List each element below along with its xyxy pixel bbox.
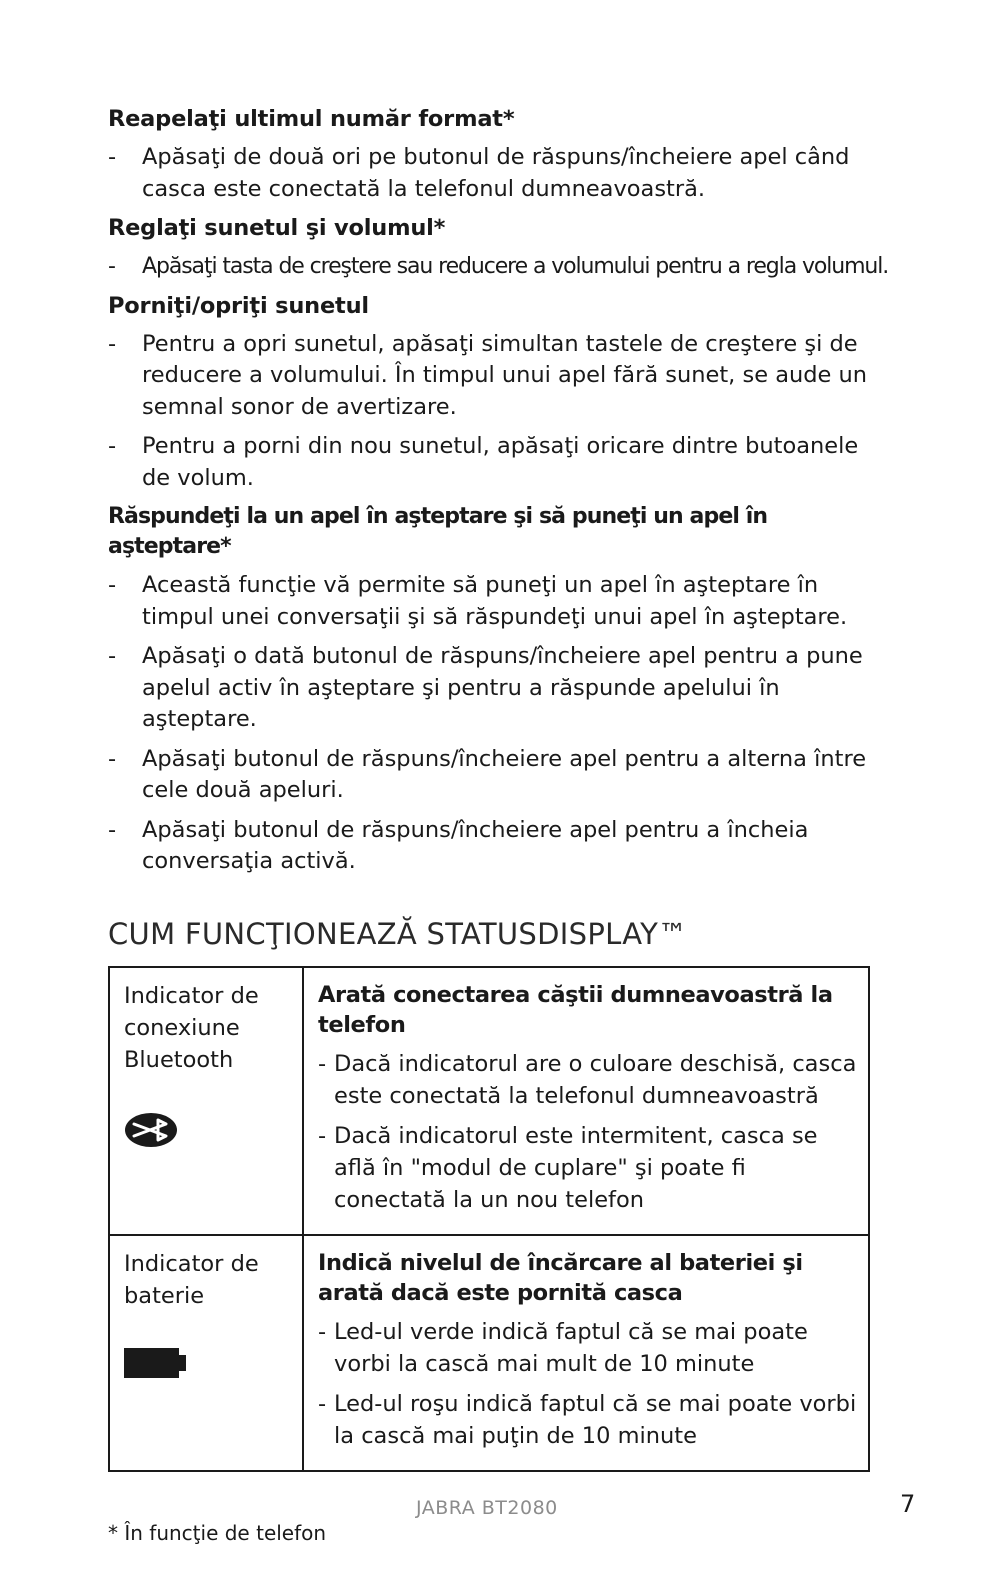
statusdisplay-table bbox=[108, 966, 870, 1472]
dash-marker: - bbox=[108, 433, 117, 459]
page-number: 7 bbox=[900, 1490, 916, 1518]
section-redial bbox=[108, 104, 870, 205]
bluetooth-icon bbox=[124, 1112, 178, 1148]
section-heading: Reglaţi sunetul şi volumul* bbox=[108, 215, 446, 241]
list-item-text: Led-ul roşu indică faptul că se mai poate vorbi la cască mai puţin de 10 minute bbox=[334, 1390, 857, 1449]
dash-marker: - bbox=[108, 816, 117, 843]
list-item-text: Apăsaţi o dată butonul de răspuns/încheiere apel pentru a pune apelul activ în aşteptare şi pentru a răspunde apelului în aşteptare. bbox=[142, 643, 863, 732]
dash-marker: - bbox=[318, 1318, 327, 1345]
list-item-text: Dacă indicatorul are o culoare deschisă, casca este conectată la telefonul dumneavoastră bbox=[334, 1050, 857, 1109]
list-item bbox=[318, 1316, 858, 1380]
dash-marker: - bbox=[318, 1050, 327, 1077]
list-item-text: Led-ul verde indică faptul că se mai poate vorbi la cască mai mult de 10 minute bbox=[334, 1318, 808, 1377]
list-item bbox=[108, 641, 870, 736]
list-item bbox=[108, 815, 870, 878]
list-item bbox=[318, 1388, 858, 1452]
list-item-text: Această funcţie vă permite să puneţi un apel în aşteptare în timpul unei conversaţii şi să răspundeţi unui apel în aşteptare. bbox=[142, 572, 848, 630]
list-item-text: Apăsaţi butonul de răspuns/încheiere apel pentru a alterna între cele două apeluri. bbox=[142, 745, 867, 803]
list-item bbox=[108, 142, 870, 205]
list-item-text: Pentru a porni din nou sunetul, apăsaţi oricare dintre butoanele de volum. bbox=[142, 433, 859, 491]
dash-marker: - bbox=[318, 1390, 327, 1417]
list-item-text: Apăsaţi butonul de răspuns/încheiere apel pentru a încheia conversaţia activă. bbox=[142, 816, 809, 874]
section-heading: Porniţi/opriţi sunetul bbox=[108, 292, 369, 319]
page-content bbox=[108, 104, 889, 1472]
indicator-label: Indicator de baterie bbox=[124, 1250, 259, 1309]
list-item-text: Apăsaţi de două ori pe butonul de răspuns/încheiere apel când casca este conectată la telefonul dumneavoastră. bbox=[142, 144, 850, 202]
bullet-list bbox=[108, 570, 870, 878]
bullet-list bbox=[108, 142, 870, 205]
footer-brand: JABRA BT2080 bbox=[416, 1497, 558, 1519]
indicator-description-list bbox=[318, 1316, 858, 1452]
list-item bbox=[318, 1120, 858, 1216]
list-item bbox=[108, 431, 870, 494]
list-item bbox=[108, 251, 889, 283]
list-item bbox=[108, 744, 870, 807]
dash-marker: - bbox=[108, 572, 117, 598]
indicator-label: Indicator de conexiune Bluetooth bbox=[124, 982, 259, 1073]
dash-marker: - bbox=[108, 330, 117, 357]
indicator-description-cell bbox=[303, 1235, 869, 1471]
bullet-list bbox=[108, 251, 889, 283]
list-item-text: Dacă indicatorul este intermitent, casca se află în "modul de cuplare" şi poate fi conectată la un nou telefon bbox=[334, 1122, 818, 1213]
list-item-text: Apăsaţi tasta de creştere sau reducere a volumului pentru a regla volumul. bbox=[142, 254, 889, 279]
section-volume bbox=[108, 213, 889, 283]
dash-marker: - bbox=[108, 254, 115, 279]
dash-marker: - bbox=[108, 745, 117, 772]
section-heading: Reapelaţi ultimul număr format* bbox=[108, 106, 515, 132]
section-mute bbox=[108, 291, 870, 495]
indicator-description-cell bbox=[303, 967, 869, 1235]
indicator-description-title: Arată conectarea căştii dumneavoastră la telefon bbox=[318, 981, 833, 1038]
bullet-list bbox=[108, 329, 870, 495]
list-item bbox=[108, 329, 870, 424]
indicator-description-list bbox=[318, 1048, 858, 1216]
section-heading: Răspundeţi la un apel în aşteptare şi să puneţi un apel în aşteptare* bbox=[108, 504, 768, 559]
list-item bbox=[108, 570, 870, 633]
dash-marker: - bbox=[108, 643, 117, 669]
indicator-label-cell bbox=[109, 1235, 303, 1471]
battery-icon bbox=[124, 1348, 186, 1378]
section-call-waiting bbox=[108, 502, 870, 878]
table-row bbox=[109, 967, 869, 1235]
list-item bbox=[318, 1048, 858, 1112]
indicator-description-title: Indică nivelul de încărcare al bateriei şi arată dacă este pornită casca bbox=[318, 1249, 803, 1306]
table-row bbox=[109, 1235, 869, 1471]
dash-marker: - bbox=[318, 1122, 327, 1149]
footnote: * În funcţie de telefon bbox=[108, 1521, 327, 1545]
list-item-text: Pentru a opri sunetul, apăsaţi simultan tastele de creştere şi de reducere a volumului. În timpul unui apel fără sunet, se aude un semnal sonor de avertizare. bbox=[142, 330, 868, 420]
dash-marker: - bbox=[108, 144, 117, 170]
indicator-label-cell bbox=[109, 967, 303, 1235]
statusdisplay-title: CUM FUNCŢIONEAZĂ STATUSDISPLAY™ bbox=[108, 916, 688, 951]
